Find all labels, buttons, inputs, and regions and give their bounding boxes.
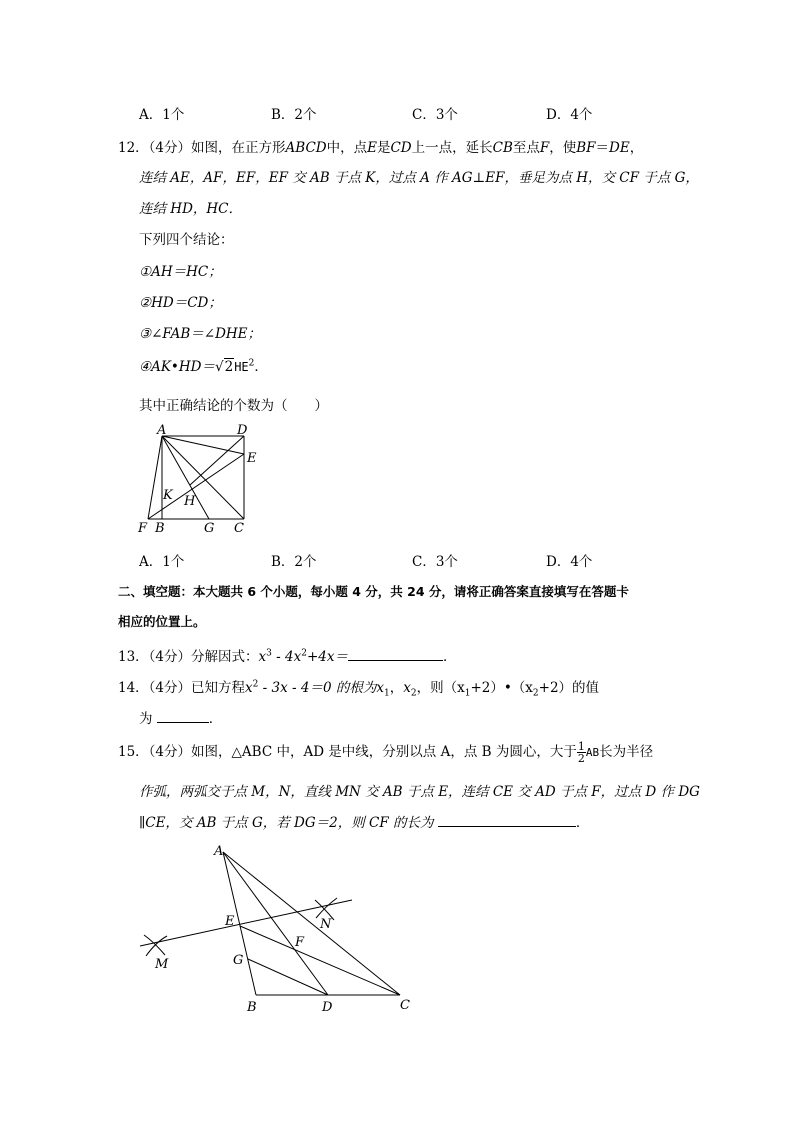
label-n: N <box>320 917 332 932</box>
sqrt-radicand: 2 <box>224 359 234 375</box>
q12-line2: 连结 AE，AF，EF，EF 交 AB 于点 K，过点 A 作 AG⊥EF，垂足为点 H，交 CF 于点 G， <box>139 170 699 186</box>
q15-figure <box>130 838 430 1018</box>
label-g: G <box>204 521 215 536</box>
q12-question: 其中正确结论的个数为（ ） <box>139 398 328 414</box>
section-2-heading-line2: 相应的位置上。 <box>118 614 206 629</box>
q12-option-b[interactable]: B．2个 <box>271 554 317 570</box>
q12-conclusion-2: ②HD＝CD； <box>139 295 222 311</box>
segment-ae <box>162 436 244 454</box>
q11-option-b[interactable]: B．2个 <box>271 107 317 123</box>
label-e: E <box>247 451 257 466</box>
q12-conclusion-4: $④AK•HD=√2HE^2$． <box>139 358 268 375</box>
q12-line1: 12．（4分）如图，在正方形ABCD中，点E是CD上一点，延长CB至点F，使BF＝DE， <box>118 140 644 156</box>
arc-m-1 <box>144 935 165 955</box>
label-m: M <box>155 957 169 972</box>
segment-af <box>148 436 162 519</box>
arc-n-2 <box>316 898 337 918</box>
segment-ac <box>223 852 400 995</box>
label-h: H <box>184 494 196 509</box>
label-b: B <box>155 521 165 536</box>
label-d: D <box>322 1000 333 1015</box>
q14-line2: 为 ． <box>139 711 223 727</box>
q15-line1: 15．（4分）如图，△ABC 中，AD 是中线，分别以点 A，点 B 为圆心，大于 $\frac{1}{2}$ AB长为半径 <box>118 740 654 765</box>
q15-answer-blank[interactable] <box>438 813 576 827</box>
q11-option-c[interactable]: C．3个 <box>412 107 458 123</box>
label-f: F <box>295 935 305 950</box>
q12-option-c[interactable]: C．3个 <box>412 554 458 570</box>
label-d: D <box>237 423 248 438</box>
segment-dg <box>248 959 328 995</box>
q12-line3: 连结 HD，HC． <box>139 201 242 217</box>
q12-option-a[interactable]: A．1个 <box>139 554 185 570</box>
label-a: A <box>214 844 224 859</box>
q13-answer-blank[interactable] <box>348 647 443 661</box>
section-2-heading-line1: 二、填空题：本大题共 6 个小题，每小题 4 分，共 24 分，请将正确答案直接填写在答题卡 <box>118 584 629 599</box>
q12-figure <box>130 422 260 542</box>
label-c: C <box>234 521 244 536</box>
q11-option-d[interactable]: D．4个 <box>546 107 593 123</box>
sqrt-sign: √ <box>215 359 224 375</box>
label-a: A <box>157 423 167 438</box>
label-b: B <box>247 1000 257 1015</box>
label-c: C <box>400 998 410 1013</box>
q15-line3: ∥CE，交 AB 于点 G，若 DG＝2，则 CF 的长为 ． <box>139 815 590 831</box>
q13-line: 13．（4分）分解因式：$x^3 - 4x^2+4x=$ ． <box>118 648 457 665</box>
q14-answer-blank[interactable] <box>157 709 209 723</box>
fraction-one-half: $\frac{1}{2}$ <box>577 740 585 765</box>
q12-line4: 下列四个结论： <box>139 232 234 248</box>
label-k: K <box>163 488 173 503</box>
q12-conclusion-3: ③∠FAB＝∠DHE； <box>139 326 262 342</box>
label-f: F <box>138 521 148 536</box>
segment-ac <box>162 436 244 519</box>
label-g: G <box>233 953 244 968</box>
segment-hd <box>190 436 244 485</box>
q11-option-a[interactable]: A．1个 <box>139 107 185 123</box>
q12-option-d[interactable]: D．4个 <box>546 554 593 570</box>
q15-line2: 作弧，两弧交于点 M，N，直线 MN 交 AB 于点 E，连结 CE 交 AD 于点 F，过点 D 作 DG <box>139 784 700 800</box>
q12-conclusion-1: ①AH＝HC； <box>139 264 222 280</box>
q14-line1: 14．（4分）已知方程$x^2 - 3x - 4=0$ 的根为$x_1$，$x_2$，则$(x_1+2)•(x_2+2)$的值 <box>118 679 600 699</box>
label-e: E <box>225 914 235 929</box>
